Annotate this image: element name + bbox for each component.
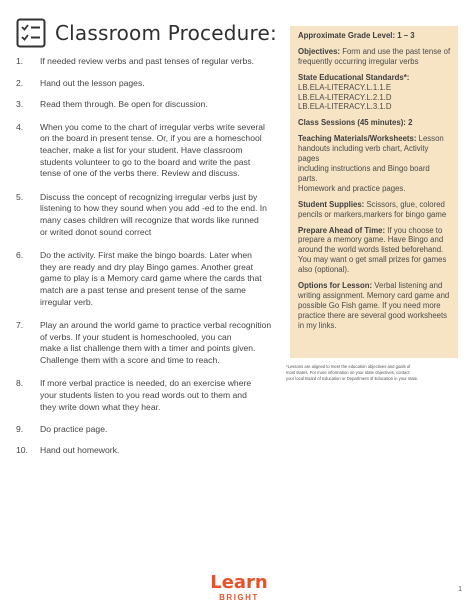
sidebar-supplies-first-line — [298, 200, 451, 210]
sidebar-grade — [298, 31, 451, 41]
sidebar-options-heading: Options for Lesson: — [298, 281, 373, 291]
sidebar-materials — [298, 134, 451, 193]
step-text-line: Discuss the concept of recognizing irregular verbs just by — [40, 191, 258, 202]
procedure-step — [16, 192, 274, 238]
step-text-line: they are ready and dry play Bingo games. Another great — [40, 261, 254, 272]
sidebar-options-text: practice there are several good worksheets — [298, 310, 448, 320]
footnote-line: your local Board of Education or Department of Education in your state. — [286, 376, 419, 381]
sidebar-materials-heading: Teaching Materials/Worksheets: — [298, 134, 417, 144]
sidebar-materials-text: Lesson — [416, 134, 444, 144]
sidebar-prepare-text: prepare a memory game. Have Bingo and — [298, 235, 444, 245]
step-text — [40, 78, 274, 90]
step-text-line: listening to how they sound when you add -ed to the end. In — [40, 203, 267, 214]
step-text-line: match are a past tense and present tense of the same — [40, 284, 246, 295]
sidebar-sessions-heading: Class Sessions (45 minutes): 2 — [298, 118, 413, 128]
procedure-step — [16, 122, 274, 180]
step-text-line: irregular verb. — [40, 296, 94, 307]
step-number: 9. — [16, 424, 24, 435]
sidebar-materials-text: handouts including verb chart, Activity pages — [298, 144, 429, 164]
sidebar-standards-text: LB.ELA-LITERACY.L.2.1.D — [298, 92, 392, 102]
learn-bright-logo — [200, 570, 278, 604]
procedure-step — [16, 250, 274, 308]
sidebar-sessions — [298, 118, 451, 128]
checklist-icon — [16, 18, 46, 48]
step-text-line: Do the activity. First make the bingo boards. Later when — [40, 250, 252, 261]
sidebar-prepare-text: You may want o get small prizes for games — [298, 255, 447, 265]
step-text-line: game to play is a Memory card game where the cards that — [40, 273, 262, 284]
sidebar-objectives — [298, 47, 451, 67]
sidebar-supplies-text: pencils or markers,markers for bingo game — [298, 209, 447, 219]
procedure-step — [16, 56, 274, 68]
step-text-line: on the board in present tense. Or, if you are a homeschool — [40, 133, 262, 144]
step-text-line: they write down what they hear. — [40, 401, 161, 412]
sidebar-objectives-text: frequently occurring irregular verbs — [298, 56, 419, 66]
footnote-line: most states. For more information on your state objectives, contact — [286, 370, 410, 375]
step-text-line: make a list challenge them with a timer and points given. — [40, 343, 256, 354]
step-text — [40, 99, 274, 111]
sidebar-supplies-text: Scissors, glue, colored — [364, 199, 445, 209]
sidebar-prepare-first-line — [298, 226, 451, 236]
sidebar-prepare-text: also (optional). — [298, 265, 350, 275]
sidebar-materials-text: Homework and practice pages. — [298, 183, 406, 193]
step-number: 3. — [16, 99, 24, 110]
footnote-line: *Lessons are aligned to meet the education objectives and goals of — [286, 364, 411, 369]
lesson-info-sidebar — [290, 26, 458, 358]
step-number: 1. — [16, 56, 24, 66]
sidebar-prepare-text: around the world words listed beforehand. — [298, 245, 444, 255]
sidebar-standards — [298, 73, 451, 113]
step-text — [40, 424, 274, 436]
step-text-line: of verbs. If your student is homeschooled, you can — [40, 331, 232, 342]
sidebar-materials-first-line — [298, 134, 451, 144]
sidebar-sessions-first-line — [298, 118, 451, 128]
procedure-step — [16, 378, 274, 413]
step-number: 8. — [16, 378, 24, 389]
step-text-line: or writed donot sound correct — [40, 226, 152, 237]
step-text — [40, 320, 274, 366]
step-text-line: Hand out the lesson pages. — [40, 77, 145, 88]
page-number: 1 — [458, 586, 462, 593]
step-text — [40, 56, 274, 68]
step-text-line: tense of one of the verbs there. Review and discuss. — [40, 168, 240, 179]
standards-footnote — [286, 364, 462, 382]
step-number: 10. — [16, 444, 28, 455]
step-text — [40, 445, 274, 457]
sidebar-objectives-heading: Objectives: — [298, 46, 341, 56]
step-text-line: Read them through. Be open for discussion. — [40, 99, 208, 110]
sidebar-supplies-heading: Student Supplies: — [298, 199, 365, 209]
sidebar-prepare — [298, 226, 451, 276]
procedure-step — [16, 78, 274, 90]
sidebar-options-text: writing assignment. Memory card game and — [298, 290, 450, 300]
step-text-line: Do practice page. — [40, 424, 108, 435]
procedure-step — [16, 424, 274, 436]
step-text-line: many cases children will recognize that words like runned — [40, 214, 259, 225]
step-text — [40, 192, 274, 238]
step-text-line: If needed review verbs and past tenses of regular verbs. — [40, 56, 255, 66]
step-number: 4. — [16, 121, 24, 132]
step-text-line: students volunteer to go to the board and write the past — [40, 156, 251, 167]
step-text-line: Play an around the world game to practice verbal recognition — [40, 320, 272, 331]
step-number: 6. — [16, 250, 24, 261]
sidebar-standards-text: LB.ELA-LITERACY.L.1.1.E — [298, 82, 392, 92]
sidebar-options — [298, 281, 451, 331]
sidebar-options-text: Verbal listening and — [372, 281, 443, 291]
sidebar-options-text: in my links. — [298, 320, 337, 330]
page-title: Classroom Procedure: — [55, 21, 277, 45]
sidebar-grade-heading: Approximate Grade Level: 1 – 3 — [298, 31, 415, 40]
sidebar-prepare-text: If you choose to — [385, 225, 443, 235]
step-text-line: Hand out homework. — [40, 444, 120, 455]
sidebar-supplies — [298, 200, 451, 220]
page-header — [16, 16, 277, 50]
step-number: 5. — [16, 191, 24, 202]
sidebar-standards-text: LB.ELA-LITERACY.L.3.1.D — [298, 102, 392, 112]
step-text — [40, 122, 274, 180]
step-text-line: If more verbal practice is needed, do an exercise where — [40, 378, 252, 389]
logo-wordmark: Learn — [210, 572, 268, 593]
step-number: 2. — [16, 77, 24, 88]
step-text-line: your students listen to you read words out to them and — [40, 390, 247, 401]
procedure-list — [16, 56, 274, 456]
step-text-line: teacher, make a list for your student. Have classroom — [40, 144, 243, 155]
procedure-step — [16, 445, 274, 457]
step-text — [40, 378, 274, 413]
procedure-step — [16, 99, 274, 111]
sidebar-materials-text: including instructions and Bingo board parts. — [298, 163, 430, 183]
sidebar-prepare-heading: Prepare Ahead of Time: — [298, 225, 386, 235]
step-text — [40, 250, 274, 308]
sidebar-objectives-text: Form and use the past tense of — [340, 46, 451, 56]
logo-subtext: BRIGHT — [219, 593, 259, 602]
sidebar-options-text: possible Go Fish game. If you need more — [298, 300, 441, 310]
step-number: 7. — [16, 320, 24, 331]
sidebar-options-first-line — [298, 281, 451, 291]
procedure-step — [16, 320, 274, 366]
step-text-line: When you come to the chart of irregular verbs write several — [40, 121, 265, 132]
step-text-line: Challenge them with a score and time to reach. — [40, 354, 220, 365]
sidebar-objectives-first-line — [298, 47, 451, 57]
sidebar-grade-first-line — [298, 31, 451, 41]
sidebar-standards-first-line — [298, 73, 451, 83]
sidebar-standards-heading: State Educational Standards*: — [298, 72, 410, 82]
